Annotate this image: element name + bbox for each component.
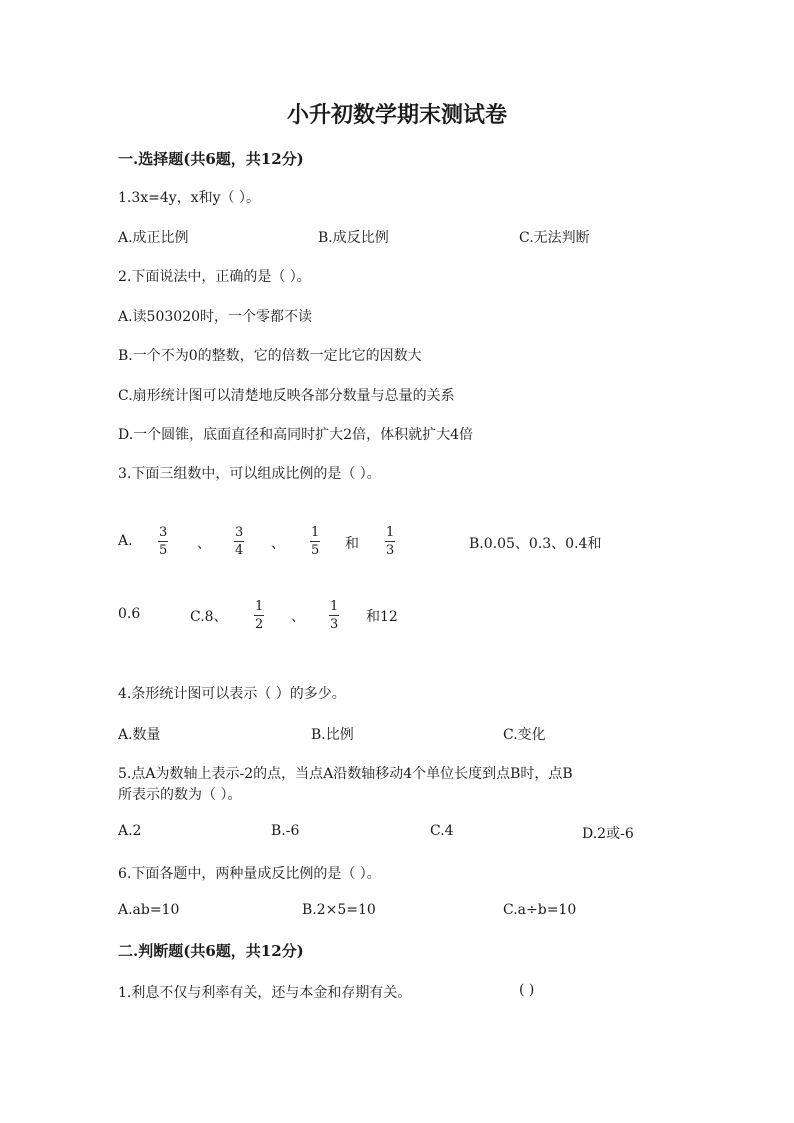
question-3-a-fraction-4 [385,526,395,557]
question-6-option-a: A.ab=10 [118,902,180,918]
question-5-stem-line-1: 5.点A为数轴上表示-2的点，当点A沿数轴移动4个单位长度到点B时，点B [118,766,573,782]
question-2-stem: 2.下面说法中，正确的是（ ）。 [118,269,311,285]
fraction-denominator: 5 [311,543,320,558]
question-6-option-b: B.2×5=10 [302,902,376,918]
question-3-option-b-continued: 0.6 [118,606,141,622]
question-1-option-a: A.成正比例 [118,230,189,246]
fraction-numerator: 1 [386,525,395,540]
question-5-option-c: C.4 [430,823,454,839]
question-3-c-fraction-1 [254,600,264,631]
page-title: 小升初数学期末测试卷 [286,102,507,128]
question-6-stem: 6.下面各题中，两种量成反比例的是（ ）。 [118,866,381,882]
judgement-1-stem: 1.利息不仅与利率有关，还与本金和存期有关。 [118,985,412,1001]
section-heading-judgement: 二.判断题(共6题，共12分) [118,942,304,960]
question-3-a-fraction-2 [234,526,244,557]
question-4-stem: 4.条形统计图可以表示（ ）的多少。 [118,686,346,702]
question-2-option-b: B.一个不为0的整数，它的倍数一定比它的因数大 [118,348,422,364]
question-3-separator: 、 [197,536,211,552]
fraction-denominator: 2 [255,617,264,632]
question-3-option-b: B.0.05、0.3、0.4和 [469,536,602,552]
question-3-c-fraction-2 [329,600,339,631]
fraction-numerator: 3 [235,525,244,540]
question-2-option-d: D.一个圆锥，底面直径和高同时扩大2倍，体积就扩大4倍 [118,427,473,443]
question-3-stem: 3.下面三组数中，可以组成比例的是（ ）。 [118,466,381,482]
question-4-option-c: C.变化 [503,727,546,743]
fraction-numerator: 1 [330,599,339,614]
fraction-numerator: 3 [159,525,168,540]
question-4-option-b: B.比例 [311,727,354,743]
question-1-option-c: C.无法判断 [519,230,590,246]
question-3-separator: 、 [271,536,285,552]
fraction-denominator: 3 [386,543,395,558]
fraction-denominator: 4 [235,543,244,558]
question-5-option-a: A.2 [118,823,142,839]
question-3-separator: 、 [291,609,305,625]
question-3-a-fraction-3 [310,526,320,557]
question-3-option-c-end: 和12 [366,609,398,625]
question-1-stem: 1.3x=4y，x和y（ ）。 [118,190,260,206]
question-3-option-a-label: A. [118,533,133,549]
question-6-option-c: C.a÷b=10 [503,902,577,918]
question-3-a-fraction-1 [158,526,168,557]
question-2-option-a: A.读503020时，一个零都不读 [118,309,313,325]
question-4-option-a: A.数量 [118,727,161,743]
question-3-and: 和 [345,536,359,552]
fraction-denominator: 3 [330,617,339,632]
section-heading-choice: 一.选择题(共6题，共12分) [118,150,304,168]
fraction-numerator: 1 [311,525,320,540]
fraction-numerator: 1 [255,599,264,614]
fraction-denominator: 5 [159,543,168,558]
question-1-option-b: B.成反比例 [318,230,389,246]
question-5-option-b: B.-6 [271,823,300,839]
question-2-option-c: C.扇形统计图可以清楚地反映各部分数量与总量的关系 [118,388,455,404]
judgement-1-answer-blank[interactable]: ( ) [519,982,535,998]
question-5-option-d: D.2或-6 [582,826,634,842]
question-3-option-c-label: C.8、 [190,609,228,625]
question-5-stem-line-2: 所表示的数为（ ）。 [118,787,242,803]
